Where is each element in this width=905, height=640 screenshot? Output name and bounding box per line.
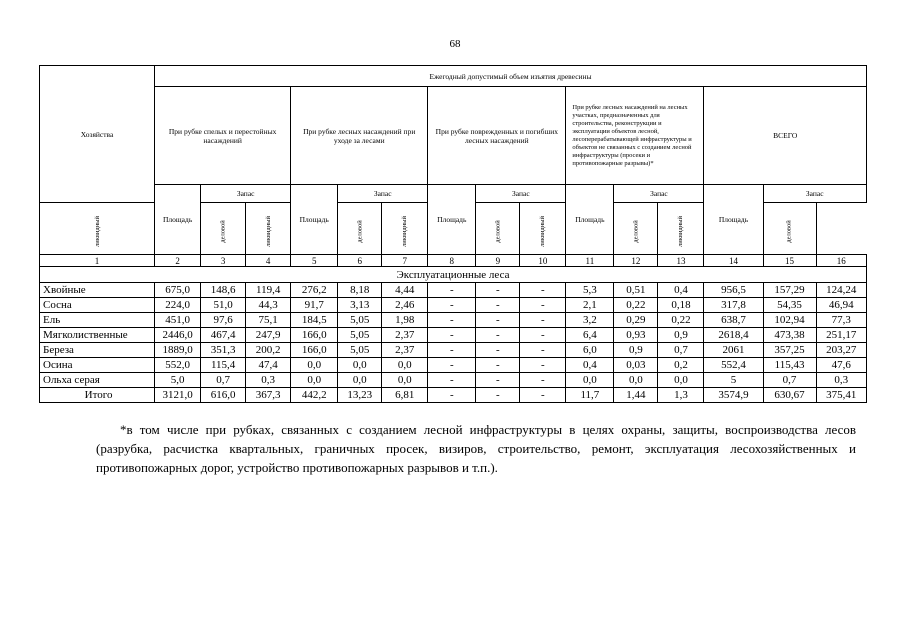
table-cell: 0,0 bbox=[614, 373, 658, 388]
table-cell: 5,05 bbox=[338, 328, 382, 343]
table-cell: - bbox=[428, 313, 476, 328]
table-cell: 2446,0 bbox=[155, 328, 201, 343]
col-header-farm: Хозяйства bbox=[40, 66, 155, 203]
table-cell: 616,0 bbox=[201, 388, 246, 403]
table-cell: 0,0 bbox=[566, 373, 614, 388]
business-header bbox=[614, 203, 658, 255]
table-cell: - bbox=[428, 343, 476, 358]
table-cell: 44,3 bbox=[246, 298, 291, 313]
table-cell: 0,29 bbox=[614, 313, 658, 328]
table-cell: 351,3 bbox=[201, 343, 246, 358]
table-cell: - bbox=[428, 373, 476, 388]
table-cell: 3574,9 bbox=[704, 388, 763, 403]
table-cell: 5,0 bbox=[155, 373, 201, 388]
table-cell: - bbox=[476, 358, 520, 373]
table-cell: - bbox=[520, 298, 566, 313]
table-cell: 0,0 bbox=[291, 358, 338, 373]
column-number: 1 bbox=[40, 255, 155, 267]
group-header-damaged: При рубке поврежденных и погибших лесных насаждений bbox=[428, 87, 566, 185]
business-header bbox=[476, 203, 520, 255]
table-cell: 247,9 bbox=[246, 328, 291, 343]
table-cell: 0,03 bbox=[614, 358, 658, 373]
table-cell: 467,4 bbox=[201, 328, 246, 343]
section-title: Эксплуатационные леса bbox=[40, 267, 867, 283]
rotated-label: ликвидный bbox=[539, 215, 547, 247]
table-cell: 5 bbox=[704, 373, 763, 388]
table-cell: 367,3 bbox=[246, 388, 291, 403]
table-cell: 6,4 bbox=[566, 328, 614, 343]
table-cell: 8,18 bbox=[338, 283, 382, 298]
table-cell: 3,2 bbox=[566, 313, 614, 328]
table-cell: 0,4 bbox=[566, 358, 614, 373]
table-cell: 0,7 bbox=[658, 343, 704, 358]
table-cell: 251,17 bbox=[816, 328, 866, 343]
table-cell: 473,38 bbox=[763, 328, 816, 343]
row-label: Ольха серая bbox=[40, 373, 155, 388]
table-cell: 0,9 bbox=[658, 328, 704, 343]
rotated-label: ликвидный bbox=[93, 215, 101, 247]
table-cell: 675,0 bbox=[155, 283, 201, 298]
area-header: Площадь bbox=[155, 185, 201, 255]
table-cell: 1889,0 bbox=[155, 343, 201, 358]
table-cell: 5,05 bbox=[338, 313, 382, 328]
liquid-header bbox=[382, 203, 428, 255]
table-cell: 0,18 bbox=[658, 298, 704, 313]
table-cell: - bbox=[520, 328, 566, 343]
rotated-label: деловой bbox=[632, 219, 640, 243]
table-cell: 97,6 bbox=[201, 313, 246, 328]
group-header-infrastructure: При рубке лесных насаждений на лесных участках, предназначенных для строительства, реконструкции и эксплуатации объектов лесной, лесоперерабатывающей инфраструктуры и объектов не связанных с созданием лесной инфраструктуры (просеки и противопожарные разрывы)* bbox=[566, 87, 704, 185]
table-cell: 0,22 bbox=[614, 298, 658, 313]
table-cell: 0,3 bbox=[816, 373, 866, 388]
table-cell: 47,6 bbox=[816, 358, 866, 373]
row-label: Итого bbox=[40, 388, 155, 403]
table-cell: 6,0 bbox=[566, 343, 614, 358]
group-header-mature: При рубке спелых и перестойных насаждений bbox=[155, 87, 291, 185]
row-label: Хвойные bbox=[40, 283, 155, 298]
footnote-text: *в том числе при рубках, связанных с созданием лесной инфраструктуры в целях охраны, защиты, воспроизводства лесов (разрубка, расчистка квартальных, граничных просек, визиров, строительство, ремонт, эксплуатация лесохозяйственных и противопожарных дорог, устройство противопожарных разрывов и т.п.). bbox=[96, 422, 856, 475]
business-header bbox=[763, 203, 816, 255]
liquid-header bbox=[40, 203, 155, 255]
table-cell: 0,0 bbox=[338, 358, 382, 373]
table-cell: 148,6 bbox=[201, 283, 246, 298]
table-cell: 54,35 bbox=[763, 298, 816, 313]
table-cell: 0,0 bbox=[658, 373, 704, 388]
table-cell: - bbox=[428, 298, 476, 313]
table-cell: - bbox=[428, 328, 476, 343]
column-number: 5 bbox=[291, 255, 338, 267]
table-cell: - bbox=[520, 343, 566, 358]
table-cell: 0,9 bbox=[614, 343, 658, 358]
page-number: 68 bbox=[449, 38, 461, 50]
row-label: Ель bbox=[40, 313, 155, 328]
table-cell: 203,27 bbox=[816, 343, 866, 358]
table-cell: 552,0 bbox=[155, 358, 201, 373]
table-cell: 2618,4 bbox=[704, 328, 763, 343]
table-cell: 630,67 bbox=[763, 388, 816, 403]
table-cell: - bbox=[428, 358, 476, 373]
column-number: 2 bbox=[155, 255, 201, 267]
table-cell: 124,24 bbox=[816, 283, 866, 298]
rotated-label: ликвидный bbox=[264, 215, 272, 247]
table-cell: 91,7 bbox=[291, 298, 338, 313]
table-row bbox=[40, 298, 867, 313]
group-header-total: ВСЕГО bbox=[704, 87, 867, 185]
stock-header: Запас bbox=[476, 185, 566, 203]
group-header-thinning: При рубке лесных насаждений при уходе за лесами bbox=[291, 87, 428, 185]
table-cell: 317,8 bbox=[704, 298, 763, 313]
column-number: 8 bbox=[428, 255, 476, 267]
column-number: 10 bbox=[520, 255, 566, 267]
table-cell: 51,0 bbox=[201, 298, 246, 313]
area-header: Площадь bbox=[704, 185, 763, 255]
table-cell: - bbox=[476, 373, 520, 388]
column-number: 4 bbox=[246, 255, 291, 267]
column-number: 13 bbox=[658, 255, 704, 267]
table-cell: - bbox=[476, 283, 520, 298]
liquid-header bbox=[520, 203, 566, 255]
table-row bbox=[40, 358, 867, 373]
table-cell: 6,81 bbox=[382, 388, 428, 403]
row-label: Береза bbox=[40, 343, 155, 358]
rotated-label: ликвидный bbox=[677, 215, 685, 247]
table-cell: 2,37 bbox=[382, 328, 428, 343]
business-header bbox=[338, 203, 382, 255]
rotated-label: деловой bbox=[494, 219, 502, 243]
table-cell: 2,1 bbox=[566, 298, 614, 313]
table-cell: 47,4 bbox=[246, 358, 291, 373]
table-cell: - bbox=[520, 388, 566, 403]
table-cell: - bbox=[520, 358, 566, 373]
table-cell: 375,41 bbox=[816, 388, 866, 403]
table-cell: 2061 bbox=[704, 343, 763, 358]
stock-header: Запас bbox=[614, 185, 704, 203]
footnote bbox=[96, 420, 856, 477]
rotated-label: деловой bbox=[219, 219, 227, 243]
table-cell: 11,7 bbox=[566, 388, 614, 403]
table-row bbox=[40, 328, 867, 343]
liquid-header bbox=[658, 203, 704, 255]
table-cell: 442,2 bbox=[291, 388, 338, 403]
table-cell: 1,44 bbox=[614, 388, 658, 403]
table-cell: - bbox=[476, 313, 520, 328]
column-number: 14 bbox=[704, 255, 763, 267]
table-cell: 224,0 bbox=[155, 298, 201, 313]
table-cell: 0,7 bbox=[201, 373, 246, 388]
table-cell: 4,44 bbox=[382, 283, 428, 298]
table-cell: 0,0 bbox=[291, 373, 338, 388]
column-number: 11 bbox=[566, 255, 614, 267]
table-cell: 638,7 bbox=[704, 313, 763, 328]
business-header bbox=[201, 203, 246, 255]
table-cell: 3121,0 bbox=[155, 388, 201, 403]
rotated-label: деловой bbox=[786, 219, 794, 243]
column-number: 16 bbox=[816, 255, 866, 267]
column-number: 12 bbox=[614, 255, 658, 267]
column-number: 6 bbox=[338, 255, 382, 267]
table-cell: - bbox=[428, 388, 476, 403]
col-header-top: Ежегодный допустимый объем изъятия древесины bbox=[155, 66, 867, 87]
table-cell: - bbox=[520, 313, 566, 328]
area-header: Площадь bbox=[566, 185, 614, 255]
rotated-label: ликвидный bbox=[401, 215, 409, 247]
table-cell: 1,3 bbox=[658, 388, 704, 403]
table-cell: - bbox=[428, 283, 476, 298]
table-cell: 3,13 bbox=[338, 298, 382, 313]
column-number: 9 bbox=[476, 255, 520, 267]
table-row bbox=[40, 343, 867, 358]
liquid-header bbox=[246, 203, 291, 255]
area-header: Площадь bbox=[291, 185, 338, 255]
table-cell: 102,94 bbox=[763, 313, 816, 328]
table-cell: 0,0 bbox=[382, 373, 428, 388]
table-cell: 115,43 bbox=[763, 358, 816, 373]
table-row bbox=[40, 373, 867, 388]
table-cell: 46,94 bbox=[816, 298, 866, 313]
table-cell: 184,5 bbox=[291, 313, 338, 328]
stock-header: Запас bbox=[338, 185, 428, 203]
table-cell: 0,4 bbox=[658, 283, 704, 298]
table-cell: - bbox=[520, 373, 566, 388]
row-label: Мягколиственные bbox=[40, 328, 155, 343]
column-number: 7 bbox=[382, 255, 428, 267]
table-cell: 166,0 bbox=[291, 328, 338, 343]
table-cell: 0,93 bbox=[614, 328, 658, 343]
table-cell: 157,29 bbox=[763, 283, 816, 298]
table-cell: 75,1 bbox=[246, 313, 291, 328]
table-cell: 0,7 bbox=[763, 373, 816, 388]
table-cell: 0,2 bbox=[658, 358, 704, 373]
table-cell: 956,5 bbox=[704, 283, 763, 298]
column-number: 3 bbox=[201, 255, 246, 267]
table-cell: - bbox=[476, 298, 520, 313]
area-header: Площадь bbox=[428, 185, 476, 255]
table-cell: - bbox=[520, 283, 566, 298]
table-cell: 0,0 bbox=[338, 373, 382, 388]
table-cell: 77,3 bbox=[816, 313, 866, 328]
stock-header: Запас bbox=[201, 185, 291, 203]
table-cell: 357,25 bbox=[763, 343, 816, 358]
table-cell: 119,4 bbox=[246, 283, 291, 298]
table-cell: - bbox=[476, 343, 520, 358]
column-number: 15 bbox=[763, 255, 816, 267]
table-cell: 5,3 bbox=[566, 283, 614, 298]
table-cell: 1,98 bbox=[382, 313, 428, 328]
table-cell: 5,05 bbox=[338, 343, 382, 358]
table-cell: 0,51 bbox=[614, 283, 658, 298]
table-cell: 0,22 bbox=[658, 313, 704, 328]
row-label: Осина bbox=[40, 358, 155, 373]
table-cell: 276,2 bbox=[291, 283, 338, 298]
table-cell: 451,0 bbox=[155, 313, 201, 328]
table-cell: - bbox=[476, 388, 520, 403]
table-cell: 2,37 bbox=[382, 343, 428, 358]
table-cell: 200,2 bbox=[246, 343, 291, 358]
row-label: Сосна bbox=[40, 298, 155, 313]
table-cell: 13,23 bbox=[338, 388, 382, 403]
table-cell: 552,4 bbox=[704, 358, 763, 373]
table-cell: 0,3 bbox=[246, 373, 291, 388]
table-row bbox=[40, 388, 867, 403]
table-row bbox=[40, 313, 867, 328]
table-cell: 166,0 bbox=[291, 343, 338, 358]
table-cell: 0,0 bbox=[382, 358, 428, 373]
forest-harvest-table bbox=[39, 65, 867, 403]
table-cell: 2,46 bbox=[382, 298, 428, 313]
table-row bbox=[40, 283, 867, 298]
table-cell: 115,4 bbox=[201, 358, 246, 373]
stock-header: Запас bbox=[763, 185, 866, 203]
table-cell: - bbox=[476, 328, 520, 343]
rotated-label: деловой bbox=[356, 219, 364, 243]
